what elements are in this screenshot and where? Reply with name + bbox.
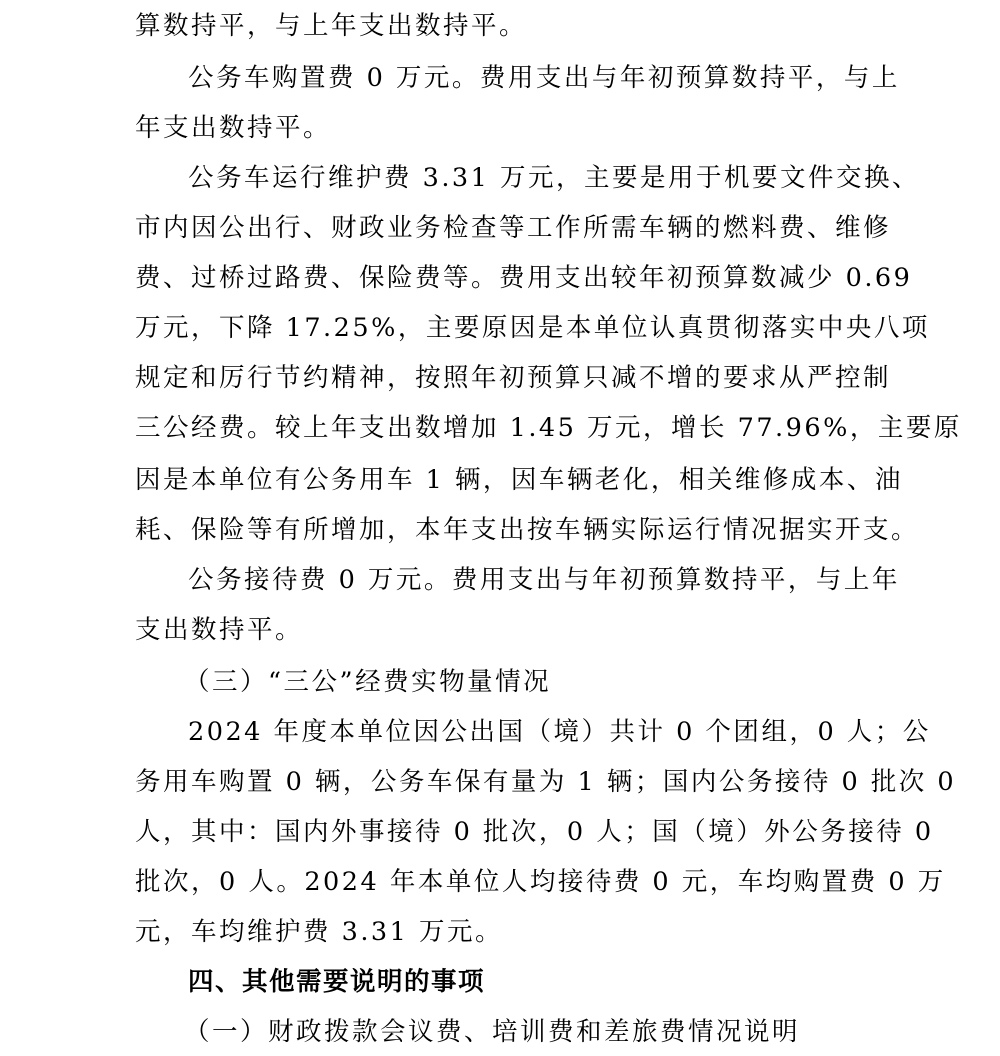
text-line: 务用车购置 0 辆，公务车保有量为 1 辆；国内公务接待 0 批次 0 [135, 767, 957, 797]
text-line: 因是本单位有公务用车 1 辆，因车辆老化，相关维修成本、油 [135, 465, 903, 495]
text-line: 三公经费。较上年支出数增加 1.45 万元，增长 77.96%，主要原 [135, 413, 962, 443]
text-line: 耗、保险等有所增加，本年支出按车辆实际运行情况据实开支。 [135, 515, 920, 545]
subsection-heading: （三）“三公”经费实物量情况 [184, 667, 552, 697]
text-line: 费、过桥过路费、保险费等。费用支出较年初预算数减少 0.69 [135, 263, 913, 293]
text-line: 元，车均维护费 3.31 万元。 [135, 917, 503, 947]
text-line: 算数持平，与上年支出数持平。 [135, 11, 528, 41]
text-line: 公务车购置费 0 万元。费用支出与年初预算数持平，与上 [188, 63, 900, 93]
text-line: 批次，0 人。2024 年本单位人均接待费 0 元，车均购置费 0 万 [135, 867, 946, 897]
text-line: 公务车运行维护费 3.31 万元，主要是用于机要文件交换、 [188, 163, 920, 193]
text-line: 年支出数持平。 [135, 113, 332, 143]
text-line: 2024 年度本单位因公出国（境）共计 0 个团组，0 人；公 [188, 717, 931, 747]
text-line: 规定和厉行节约精神，按照年初预算只减不增的要求从严控制 [135, 363, 892, 393]
text-line: 市内因公出行、财政业务检查等工作所需车辆的燃料费、维修 [135, 213, 892, 243]
text-line: 万元，下降 17.25%，主要原因是本单位认真贯彻落实中央八项 [135, 313, 930, 343]
text-line: 人，其中：国内外事接待 0 批次，0 人；国（境）外公务接待 0 [135, 817, 934, 847]
text-line: 支出数持平。 [135, 615, 304, 645]
text-line: 公务接待费 0 万元。费用支出与年初预算数持平，与上年 [188, 565, 900, 595]
section-heading: 四、其他需要说明的事项 [188, 967, 486, 997]
subsection-heading: （一）财政拨款会议费、培训费和差旅费情况说明 [184, 1017, 801, 1047]
